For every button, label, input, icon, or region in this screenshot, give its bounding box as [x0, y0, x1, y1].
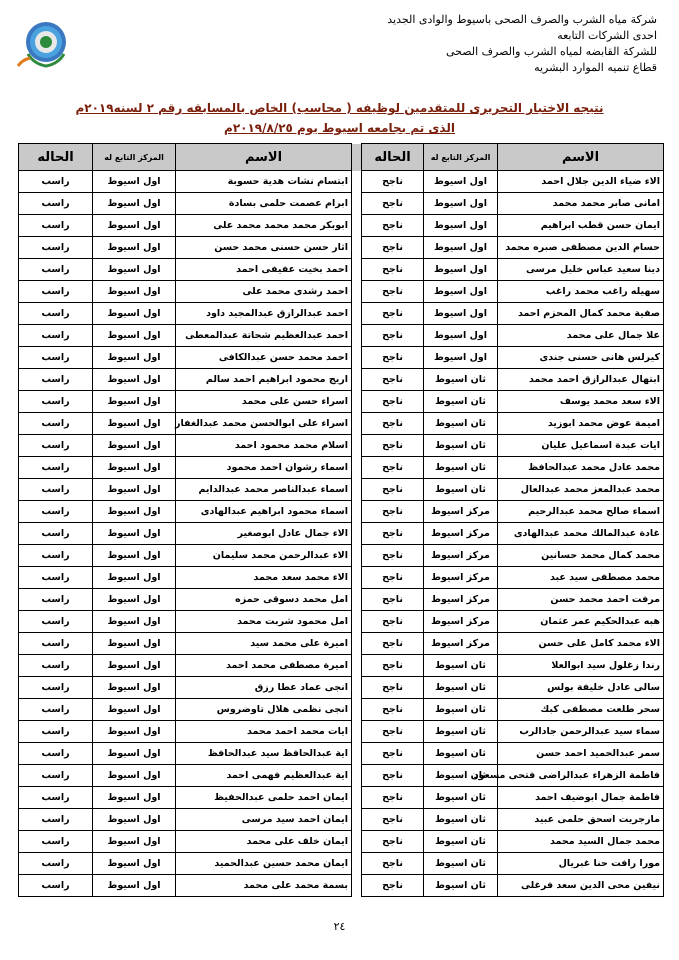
- table-row: [19, 435, 664, 457]
- table-row: [19, 457, 664, 479]
- results-table: [18, 143, 664, 897]
- row-status: ناجح: [362, 303, 424, 325]
- row-status: ناجح: [362, 259, 424, 281]
- row-name: غادة عبدالمالك محمد عبدالهادى: [498, 523, 664, 545]
- row-center: اول اسيوط: [424, 281, 498, 303]
- row-name: محمد جمال السيد محمد: [498, 831, 664, 853]
- row-center: ثان اسيوط: [424, 765, 498, 787]
- column-gap: [352, 523, 362, 545]
- table-row: [19, 259, 664, 281]
- row-status: ناجح: [362, 523, 424, 545]
- column-gap: [352, 391, 362, 413]
- row-status: راسب: [19, 237, 93, 259]
- row-center: اول اسيوط: [93, 677, 176, 699]
- row-name: الاء محمد كامل على حسن: [498, 633, 664, 655]
- column-gap: [352, 567, 362, 589]
- table-row: [19, 853, 664, 875]
- column-gap: [352, 589, 362, 611]
- row-status: راسب: [19, 259, 93, 281]
- column-gap: [352, 787, 362, 809]
- row-status: ناجح: [362, 171, 424, 193]
- row-center: ثان اسيوط: [424, 699, 498, 721]
- row-name: اسلام محمد محمود احمد: [176, 435, 352, 457]
- row-center: ثان اسيوط: [424, 721, 498, 743]
- row-center: اول اسيوط: [93, 545, 176, 567]
- row-center: اول اسيوط: [93, 193, 176, 215]
- column-gap: [352, 171, 362, 193]
- header-status: الحاله: [19, 144, 93, 171]
- row-status: راسب: [19, 787, 93, 809]
- row-center: اول اسيوط: [93, 633, 176, 655]
- row-status: ناجح: [362, 413, 424, 435]
- column-gap: [352, 303, 362, 325]
- row-name: اسماء رشوان احمد محمود: [176, 457, 352, 479]
- row-status: راسب: [19, 589, 93, 611]
- row-status: ناجح: [362, 633, 424, 655]
- row-center: اول اسيوط: [93, 347, 176, 369]
- row-name: مرفت احمد محمد حسن: [498, 589, 664, 611]
- row-center: اول اسيوط: [93, 721, 176, 743]
- row-name: ايمان حسن قطب ابراهيم: [498, 215, 664, 237]
- row-center: اول اسيوط: [424, 347, 498, 369]
- row-name: ايمان احمد سيد مرسى: [176, 809, 352, 831]
- row-status: راسب: [19, 545, 93, 567]
- row-name: احمد رشدى محمد على: [176, 281, 352, 303]
- row-name: الاء محمد سعد محمد: [176, 567, 352, 589]
- row-status: ناجح: [362, 369, 424, 391]
- table-row: [19, 523, 664, 545]
- row-center: اول اسيوط: [93, 809, 176, 831]
- row-center: اول اسيوط: [93, 237, 176, 259]
- column-gap: [352, 259, 362, 281]
- row-center: اول اسيوط: [93, 303, 176, 325]
- row-status: راسب: [19, 677, 93, 699]
- row-center: اول اسيوط: [93, 567, 176, 589]
- row-center: اول اسيوط: [424, 193, 498, 215]
- row-status: ناجح: [362, 479, 424, 501]
- row-center: اول اسيوط: [93, 699, 176, 721]
- row-status: راسب: [19, 391, 93, 413]
- header-name: الاسم: [176, 144, 352, 171]
- column-gap: [352, 435, 362, 457]
- row-center: ثان اسيوط: [424, 853, 498, 875]
- row-status: ناجح: [362, 743, 424, 765]
- row-name: ابتسام نشات هدية حسوبة: [176, 171, 352, 193]
- row-name: امل محمود شربت محمد: [176, 611, 352, 633]
- row-center: اول اسيوط: [93, 281, 176, 303]
- document-title: نتيجه الاختبار التحريرى للمتقدمين لوظيفه ( محاسب) الخاص بالمسابقه رقم ٢ لسنه٢٠١٩م: [75, 101, 604, 115]
- row-center: ثان اسيوط: [424, 457, 498, 479]
- row-name: مورا رافت حنا غبريال: [498, 853, 664, 875]
- row-name: اية عبدالحافظ سيد عبدالحافظ: [176, 743, 352, 765]
- column-gap: [352, 743, 362, 765]
- column-gap: [352, 457, 362, 479]
- table-row: [19, 237, 664, 259]
- row-status: ناجح: [362, 721, 424, 743]
- table-header-row: [19, 144, 664, 171]
- row-name: هبه عبدالحكيم عمر عثمان: [498, 611, 664, 633]
- row-name: اميرة مصطفى محمد احمد: [176, 655, 352, 677]
- table-row: [19, 699, 664, 721]
- row-name: الاء عبدالرحمن محمد سليمان: [176, 545, 352, 567]
- row-status: راسب: [19, 325, 93, 347]
- row-center: اول اسيوط: [424, 303, 498, 325]
- row-name: مارجريت اسحق حلمى عبيد: [498, 809, 664, 831]
- column-gap: [352, 237, 362, 259]
- column-gap: [352, 765, 362, 787]
- table-row: [19, 193, 664, 215]
- column-gap: [352, 809, 362, 831]
- row-name: حسام الدين مصطفى صبره محمد: [498, 237, 664, 259]
- column-gap: [352, 413, 362, 435]
- row-status: ناجح: [362, 787, 424, 809]
- table-row: [19, 391, 664, 413]
- table-row: [19, 831, 664, 853]
- row-name: ايات محمد احمد محمد: [176, 721, 352, 743]
- row-center: ثان اسيوط: [424, 391, 498, 413]
- row-center: اول اسيوط: [93, 259, 176, 281]
- row-center: اول اسيوط: [424, 237, 498, 259]
- row-status: ناجح: [362, 699, 424, 721]
- row-center: مركز اسيوط: [424, 589, 498, 611]
- column-gap: [352, 479, 362, 501]
- row-center: ثان اسيوط: [424, 743, 498, 765]
- header-center: المركز التابع له: [424, 144, 498, 171]
- row-center: اول اسيوط: [424, 325, 498, 347]
- row-status: ناجح: [362, 677, 424, 699]
- column-gap: [352, 347, 362, 369]
- table-row: [19, 809, 664, 831]
- column-gap: [352, 875, 362, 897]
- row-name: سحر طلعت مصطفى كبك: [498, 699, 664, 721]
- table-row: [19, 347, 664, 369]
- row-name: اسماء عبدالناصر محمد عبدالدايم: [176, 479, 352, 501]
- table-row: [19, 171, 664, 193]
- page-number: ٢٤: [333, 920, 346, 933]
- column-gap: [352, 545, 362, 567]
- column-gap: [352, 655, 362, 677]
- row-name: اميمة عوض محمد ابوزيد: [498, 413, 664, 435]
- table-row: [19, 611, 664, 633]
- row-status: راسب: [19, 809, 93, 831]
- row-status: ناجح: [362, 875, 424, 897]
- row-center: مركز اسيوط: [424, 567, 498, 589]
- row-status: ناجح: [362, 391, 424, 413]
- table-row: [19, 325, 664, 347]
- row-status: ناجح: [362, 809, 424, 831]
- row-center: اول اسيوط: [93, 611, 176, 633]
- table-row: [19, 677, 664, 699]
- row-name: سماء سيد عبدالرحمن جادالرب: [498, 721, 664, 743]
- row-center: ثان اسيوط: [424, 831, 498, 853]
- row-name: احمد عبدالرازق عبدالمجيد داود: [176, 303, 352, 325]
- table-row: [19, 413, 664, 435]
- row-status: راسب: [19, 743, 93, 765]
- row-center: اول اسيوط: [93, 765, 176, 787]
- column-gap: [352, 501, 362, 523]
- row-name: الاء سعد محمد يوسف: [498, 391, 664, 413]
- row-status: راسب: [19, 523, 93, 545]
- table-row: [19, 479, 664, 501]
- row-name: اريج محمود ابراهيم احمد سالم: [176, 369, 352, 391]
- row-status: ناجح: [362, 765, 424, 787]
- row-center: ثان اسيوط: [424, 787, 498, 809]
- row-center: ثان اسيوط: [424, 369, 498, 391]
- row-status: راسب: [19, 193, 93, 215]
- table-row: [19, 721, 664, 743]
- row-center: ثان اسيوط: [424, 875, 498, 897]
- row-status: راسب: [19, 435, 93, 457]
- row-center: مركز اسيوط: [424, 501, 498, 523]
- row-status: ناجح: [362, 193, 424, 215]
- row-status: راسب: [19, 567, 93, 589]
- row-center: ثان اسيوط: [424, 655, 498, 677]
- row-center: اول اسيوط: [424, 259, 498, 281]
- row-name: ايمان محمد حسين عبدالحميد: [176, 853, 352, 875]
- document-subtitle: الذى تم بجامعه اسيوط يوم ٢٠١٩/٨/٢٥م: [224, 121, 455, 135]
- row-center: مركز اسيوط: [424, 611, 498, 633]
- row-status: ناجح: [362, 567, 424, 589]
- column-gap: [352, 215, 362, 237]
- row-name: ابتهال عبدالرازق احمد محمد: [498, 369, 664, 391]
- company-logo: [14, 14, 72, 70]
- company-header: [297, 12, 657, 76]
- row-status: راسب: [19, 479, 93, 501]
- row-center: اول اسيوط: [424, 171, 498, 193]
- row-center: اول اسيوط: [93, 853, 176, 875]
- row-name: ايات عبدة اسماعيل عليان: [498, 435, 664, 457]
- column-gap: [352, 193, 362, 215]
- column-gap: [352, 699, 362, 721]
- row-center: اول اسيوط: [93, 413, 176, 435]
- row-status: راسب: [19, 765, 93, 787]
- column-gap: [352, 633, 362, 655]
- row-status: راسب: [19, 501, 93, 523]
- row-status: ناجح: [362, 237, 424, 259]
- row-name: ابوبكر محمد محمد محمد على: [176, 215, 352, 237]
- row-center: اول اسيوط: [93, 743, 176, 765]
- table-row: [19, 875, 664, 897]
- table-row: [19, 765, 664, 787]
- row-center: اول اسيوط: [93, 457, 176, 479]
- header-name: الاسم: [498, 144, 664, 171]
- row-status: راسب: [19, 413, 93, 435]
- row-name: اثار حسن حسنى محمد حسن: [176, 237, 352, 259]
- column-gap: [352, 831, 362, 853]
- row-center: ثان اسيوط: [424, 479, 498, 501]
- row-status: ناجح: [362, 611, 424, 633]
- row-status: راسب: [19, 611, 93, 633]
- row-center: اول اسيوط: [93, 501, 176, 523]
- row-status: راسب: [19, 457, 93, 479]
- table-row: [19, 545, 664, 567]
- row-status: راسب: [19, 281, 93, 303]
- row-status: ناجح: [362, 435, 424, 457]
- row-name: انجى عماد عطا رزق: [176, 677, 352, 699]
- row-name: ابرام عصمت حلمى بسادة: [176, 193, 352, 215]
- row-status: ناجح: [362, 545, 424, 567]
- header-line: قطاع تنميه الموارد البشريه: [534, 61, 657, 74]
- row-center: اول اسيوط: [93, 435, 176, 457]
- row-name: علا جمال على محمد: [498, 325, 664, 347]
- row-name: صفية محمد كمال المحزم احمد: [498, 303, 664, 325]
- row-center: اول اسيوط: [93, 831, 176, 853]
- row-status: ناجح: [362, 325, 424, 347]
- row-name: احمد بخيت عفيفى احمد: [176, 259, 352, 281]
- column-gap: [352, 144, 362, 171]
- row-status: ناجح: [362, 501, 424, 523]
- row-name: انجى نظمى هلال تاوضروس: [176, 699, 352, 721]
- row-name: محمد كمال محمد حسانين: [498, 545, 664, 567]
- row-center: ثان اسيوط: [424, 435, 498, 457]
- row-status: راسب: [19, 633, 93, 655]
- row-name: اسراء حسن على محمد: [176, 391, 352, 413]
- table-row: [19, 589, 664, 611]
- row-status: ناجح: [362, 589, 424, 611]
- row-center: اول اسيوط: [93, 787, 176, 809]
- row-name: كيرلس هانى حسنى جندى: [498, 347, 664, 369]
- row-status: راسب: [19, 215, 93, 237]
- row-name: ايمان خلف على محمد: [176, 831, 352, 853]
- row-center: مركز اسيوط: [424, 523, 498, 545]
- row-center: اول اسيوط: [93, 479, 176, 501]
- row-name: احمد محمد حسن عبدالكافى: [176, 347, 352, 369]
- row-center: اول اسيوط: [93, 589, 176, 611]
- row-status: ناجح: [362, 655, 424, 677]
- row-name: سمر عبدالحميد احمد حسن: [498, 743, 664, 765]
- row-status: راسب: [19, 875, 93, 897]
- row-name: الاء ضياء الدين جلال احمد: [498, 171, 664, 193]
- row-name: فاطمة جمال ابوضيف احمد: [498, 787, 664, 809]
- row-center: اول اسيوط: [93, 655, 176, 677]
- row-name: سالى عادل خليفة بولس: [498, 677, 664, 699]
- row-status: راسب: [19, 171, 93, 193]
- row-name: اسماء صالح محمد عبدالرحيم: [498, 501, 664, 523]
- header-center: المركز التابع له: [93, 144, 176, 171]
- row-status: راسب: [19, 347, 93, 369]
- row-status: راسب: [19, 303, 93, 325]
- row-name: فاطمة الزهراء عبدالراضى فتحى مسعود: [498, 765, 664, 787]
- row-center: مركز اسيوط: [424, 633, 498, 655]
- row-center: ثان اسيوط: [424, 809, 498, 831]
- row-center: اول اسيوط: [424, 215, 498, 237]
- row-center: اول اسيوط: [93, 171, 176, 193]
- header-line: احدى الشركات التابعه: [557, 29, 657, 42]
- row-status: راسب: [19, 655, 93, 677]
- table-row: [19, 567, 664, 589]
- row-name: محمد عادل محمد عبدالحافظ: [498, 457, 664, 479]
- row-name: اية عبدالعظيم فهمى احمد: [176, 765, 352, 787]
- table-row: [19, 743, 664, 765]
- row-center: اول اسيوط: [93, 215, 176, 237]
- row-center: اول اسيوط: [93, 523, 176, 545]
- row-name: اميرة على محمد سيد: [176, 633, 352, 655]
- column-gap: [352, 721, 362, 743]
- table-row: [19, 655, 664, 677]
- row-name: ايمان احمد حلمى عبدالحفيظ: [176, 787, 352, 809]
- row-status: راسب: [19, 369, 93, 391]
- column-gap: [352, 325, 362, 347]
- column-gap: [352, 853, 362, 875]
- table-row: [19, 633, 664, 655]
- row-name: اسراء على ابوالحسن محمد عبدالغفار: [176, 413, 352, 435]
- row-name: رندا زغلول سيد ابوالعلا: [498, 655, 664, 677]
- row-status: راسب: [19, 699, 93, 721]
- header-status: الحاله: [362, 144, 424, 171]
- row-status: راسب: [19, 831, 93, 853]
- row-name: احمد عبدالعظيم شحاتة عبدالمعطى: [176, 325, 352, 347]
- row-status: راسب: [19, 853, 93, 875]
- row-status: ناجح: [362, 215, 424, 237]
- column-gap: [352, 677, 362, 699]
- row-name: محمد مصطفى سيد عبد: [498, 567, 664, 589]
- row-name: دينا سعيد عباس خليل مرسى: [498, 259, 664, 281]
- row-name: امل محمد دسوقى حمزه: [176, 589, 352, 611]
- row-status: ناجح: [362, 347, 424, 369]
- table-row: [19, 787, 664, 809]
- table-row: [19, 501, 664, 523]
- row-center: اول اسيوط: [93, 875, 176, 897]
- row-center: مركز اسيوط: [424, 545, 498, 567]
- row-status: راسب: [19, 721, 93, 743]
- column-gap: [352, 611, 362, 633]
- row-center: اول اسيوط: [93, 369, 176, 391]
- row-center: اول اسيوط: [93, 325, 176, 347]
- header-line: شركة مياه الشرب والصرف الصحى باسيوط والوادى الجديد: [387, 13, 657, 26]
- row-name: الاء جمال عادل ابوصغير: [176, 523, 352, 545]
- row-name: نيفين محى الدين سعد فرغلى: [498, 875, 664, 897]
- row-status: ناجح: [362, 831, 424, 853]
- header-line: للشركة القابضه لمياه الشرب والصرف الصحى: [445, 45, 657, 58]
- row-center: ثان اسيوط: [424, 677, 498, 699]
- row-status: ناجح: [362, 457, 424, 479]
- row-status: ناجح: [362, 281, 424, 303]
- table-row: [19, 369, 664, 391]
- row-name: اسماء محمود ابراهيم عبدالهادى: [176, 501, 352, 523]
- table-row: [19, 215, 664, 237]
- table-row: [19, 303, 664, 325]
- row-center: ثان اسيوط: [424, 413, 498, 435]
- row-name: محمد عبدالمعز محمد عبدالعال: [498, 479, 664, 501]
- row-name: بسمة محمد على محمد: [176, 875, 352, 897]
- column-gap: [352, 281, 362, 303]
- table-row: [19, 281, 664, 303]
- row-center: اول اسيوط: [93, 391, 176, 413]
- row-status: ناجح: [362, 853, 424, 875]
- row-name: امانى صابر محمد محمد: [498, 193, 664, 215]
- column-gap: [352, 369, 362, 391]
- row-name: سهيله راغب محمد راغب: [498, 281, 664, 303]
